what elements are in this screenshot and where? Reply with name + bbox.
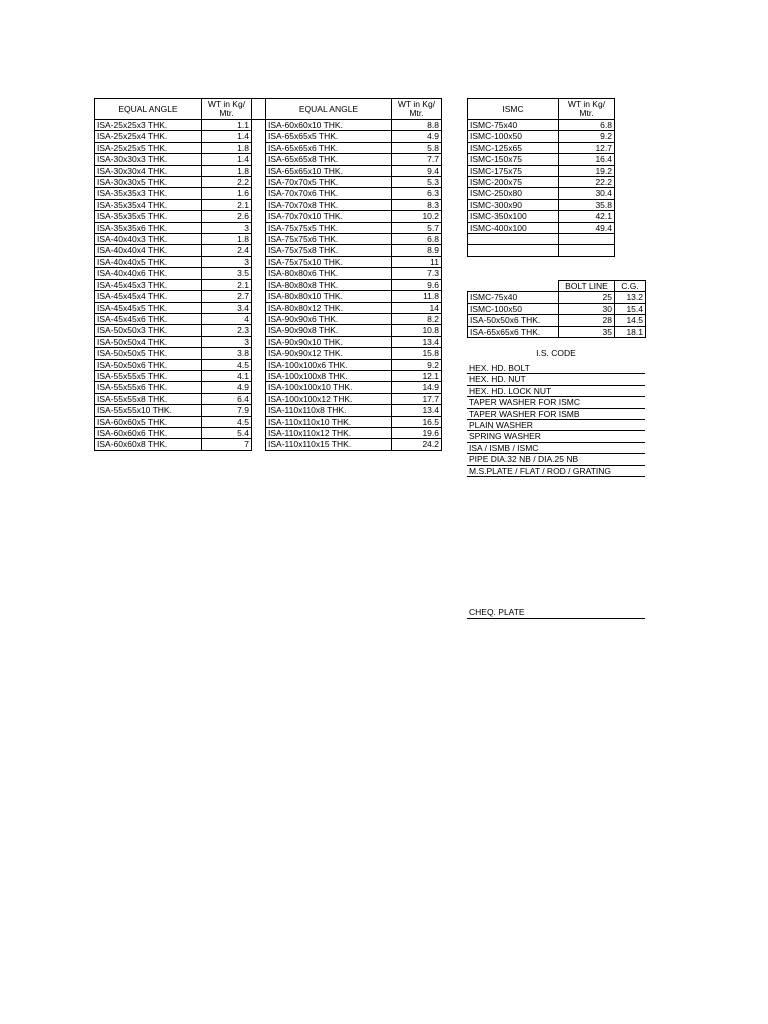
ismc-section-cell: ISMC-400x100 xyxy=(468,222,559,233)
column-gap xyxy=(252,165,266,176)
angle-section-cell: ISA-40x40x3 THK. xyxy=(95,234,202,245)
ismc-section-cell: ISMC-200x75 xyxy=(468,177,559,188)
table-row xyxy=(468,211,615,222)
cg-cell: 14.5 xyxy=(615,315,646,326)
ismc-weight-table xyxy=(467,98,615,257)
weight-cell: 1.1 xyxy=(202,120,252,131)
angle-section-cell: ISA-70x70x6 THK. xyxy=(266,188,392,199)
weight-cell: 19.6 xyxy=(392,427,442,438)
weight-cell: 5.7 xyxy=(392,222,442,233)
weight-cell: 9.6 xyxy=(392,279,442,290)
table-row xyxy=(95,439,442,450)
angle-section-cell: ISA-30x30x3 THK. xyxy=(95,154,202,165)
list-item xyxy=(467,442,645,453)
table-row xyxy=(468,154,615,165)
table-row xyxy=(95,245,442,256)
angle-section-cell: ISA-50x50x3 THK. xyxy=(95,325,202,336)
ismc-col-header: ISMC xyxy=(468,99,559,120)
angle-section-cell: ISA-65x65x6 THK. xyxy=(266,142,392,153)
angle-section-cell: ISA-50x50x4 THK. xyxy=(95,336,202,347)
weight-cell: 1.6 xyxy=(202,188,252,199)
is-code-item: TAPER WASHER FOR ISMC xyxy=(467,397,645,408)
weight-cell: 1.8 xyxy=(202,142,252,153)
table-row xyxy=(95,120,442,131)
column-gap xyxy=(252,268,266,279)
ismc-section-cell xyxy=(468,234,559,245)
angle-section-cell: ISA-110x110x10 THK. xyxy=(266,416,392,427)
weight-cell: 8.8 xyxy=(392,120,442,131)
ismc-section-cell xyxy=(468,245,559,256)
table-row xyxy=(468,199,615,210)
weight-cell: 17.7 xyxy=(392,393,442,404)
table-row xyxy=(95,359,442,370)
table-row xyxy=(95,405,442,416)
table-row xyxy=(95,234,442,245)
weight-cell: 3 xyxy=(202,256,252,267)
weight-cell: 10.8 xyxy=(392,325,442,336)
angle-section-cell: ISA-80x80x10 THK. xyxy=(266,291,392,302)
column-gap xyxy=(252,405,266,416)
list-item xyxy=(467,431,645,442)
bolt-line-cg-table xyxy=(467,280,646,338)
table-row xyxy=(95,199,442,210)
angle-section-cell: ISA-70x70x10 THK. xyxy=(266,211,392,222)
column-gap xyxy=(252,348,266,359)
column-gap xyxy=(252,336,266,347)
table-row xyxy=(95,154,442,165)
table-row xyxy=(95,325,442,336)
angle-section-cell: ISA-55x55x8 THK. xyxy=(95,393,202,404)
weight-cell: 7.7 xyxy=(392,154,442,165)
angle-section-cell: ISA-35x35x5 THK. xyxy=(95,211,202,222)
column-gap xyxy=(252,120,266,131)
weight-cell: 6.3 xyxy=(392,188,442,199)
angle-section-cell: ISA-100x100x6 THK. xyxy=(266,359,392,370)
weight-cell: 15.8 xyxy=(392,348,442,359)
column-gap xyxy=(252,256,266,267)
angle-section-cell: ISA-90x90x10 THK. xyxy=(266,336,392,347)
angle-section-cell: ISA-60x60x8 THK. xyxy=(95,439,202,450)
weight-cell: 2.7 xyxy=(202,291,252,302)
column-gap xyxy=(252,131,266,142)
weight-cell xyxy=(559,245,615,256)
weight-cell: 2.3 xyxy=(202,325,252,336)
table-row xyxy=(468,292,646,303)
weight-cell: 9.4 xyxy=(392,165,442,176)
ismc-section-cell: ISMC-250x80 xyxy=(468,188,559,199)
section-cell: ISMC-100x50 xyxy=(468,303,559,314)
table-row xyxy=(95,256,442,267)
weight-cell: 14.9 xyxy=(392,382,442,393)
list-item xyxy=(467,465,645,476)
weight-cell: 11 xyxy=(392,256,442,267)
weight-cell: 3.5 xyxy=(202,268,252,279)
weight-cell: 8.9 xyxy=(392,245,442,256)
table-row xyxy=(468,177,615,188)
angle-section-cell: ISA-75x75x5 THK. xyxy=(266,222,392,233)
weight-cell: 7.3 xyxy=(392,268,442,279)
column-gap xyxy=(252,245,266,256)
weight-cell: 16.4 xyxy=(559,154,615,165)
weight-cell xyxy=(559,234,615,245)
weight-cell: 3.4 xyxy=(202,302,252,313)
table-row xyxy=(95,370,442,381)
table-row xyxy=(95,382,442,393)
is-code-item: PIPE DIA.32 NB / DIA.25 NB xyxy=(467,454,645,465)
weight-cell: 1.8 xyxy=(202,165,252,176)
angle-section-cell: ISA-60x60x10 THK. xyxy=(266,120,392,131)
weight-cell: 4.9 xyxy=(202,382,252,393)
angle-section-cell: ISA-60x60x6 THK. xyxy=(95,427,202,438)
column-gap xyxy=(252,291,266,302)
angle-section-cell: ISA-65x65x5 THK. xyxy=(266,131,392,142)
weight-cell: 6.4 xyxy=(202,393,252,404)
angle-section-cell: ISA-35x35x3 THK. xyxy=(95,188,202,199)
is-code-item: SPRING WASHER xyxy=(467,431,645,442)
ismc-section-cell: ISMC-75x40 xyxy=(468,120,559,131)
list-item xyxy=(467,454,645,465)
weight-cell: 12.1 xyxy=(392,370,442,381)
list-item xyxy=(467,385,645,396)
ismc-section-cell: ISMC-175x75 xyxy=(468,165,559,176)
table-row xyxy=(468,131,615,142)
bolt-line-cell: 30 xyxy=(559,303,615,314)
weight-cell: 49.4 xyxy=(559,222,615,233)
weight-cell: 1.8 xyxy=(202,234,252,245)
angle-section-cell: ISA-55x55x10 THK. xyxy=(95,405,202,416)
column-gap xyxy=(252,416,266,427)
angle-section-cell: ISA-75x75x10 THK. xyxy=(266,256,392,267)
column-gap xyxy=(252,188,266,199)
angle-section-cell: ISA-90x90x6 THK. xyxy=(266,313,392,324)
column-gap xyxy=(252,359,266,370)
cg-cell: 18.1 xyxy=(615,326,646,337)
weight-cell: 4 xyxy=(202,313,252,324)
angle-section-cell: ISA-100x100x8 THK. xyxy=(266,370,392,381)
weight-cell: 6.8 xyxy=(392,234,442,245)
angle-section-cell: ISA-30x30x4 THK. xyxy=(95,165,202,176)
column-gap xyxy=(252,370,266,381)
table-row xyxy=(468,142,615,153)
table-row xyxy=(95,291,442,302)
weight-cell: 10.2 xyxy=(392,211,442,222)
weight-cell: 5.8 xyxy=(392,142,442,153)
weight-cell: 3 xyxy=(202,336,252,347)
angle-section-cell: ISA-55x55x5 THK. xyxy=(95,370,202,381)
angle-section-cell: ISA-35x35x4 THK. xyxy=(95,199,202,210)
angle-col-header: EQUAL ANGLE xyxy=(95,99,202,120)
weight-cell: 24.2 xyxy=(392,439,442,450)
weight-cell: 2.6 xyxy=(202,211,252,222)
table-row xyxy=(468,234,615,245)
table-row xyxy=(468,165,615,176)
is-code-item: ISA / ISMB / ISMC xyxy=(467,442,645,453)
angle-section-cell: ISA-25x25x5 THK. xyxy=(95,142,202,153)
angle-section-cell: ISA-75x75x6 THK. xyxy=(266,234,392,245)
weight-cell: 11.8 xyxy=(392,291,442,302)
is-code-item: PLAIN WASHER xyxy=(467,420,645,431)
weight-col-header: WT in Kg/ Mtr. xyxy=(559,99,615,120)
angle-section-cell: ISA-100x100x12 THK. xyxy=(266,393,392,404)
table-row xyxy=(95,336,442,347)
bolt-line-cell: 25 xyxy=(559,292,615,303)
table-row xyxy=(95,177,442,188)
weight-cell: 3 xyxy=(202,222,252,233)
table-row xyxy=(95,279,442,290)
table-row xyxy=(95,222,442,233)
weight-cell: 8.3 xyxy=(392,199,442,210)
angle-section-cell: ISA-65x65x8 THK. xyxy=(266,154,392,165)
weight-cell: 4.5 xyxy=(202,359,252,370)
cg-cell: 13.2 xyxy=(615,292,646,303)
angle-section-cell: ISA-75x75x8 THK. xyxy=(266,245,392,256)
is-code-title: I.S. CODE xyxy=(536,347,576,358)
weight-cell: 7 xyxy=(202,439,252,450)
weight-col-header: WT in Kg/ Mtr. xyxy=(202,99,252,120)
is-code-item: M.S.PLATE / FLAT / ROD / GRATING xyxy=(467,465,645,476)
weight-cell: 7.9 xyxy=(202,405,252,416)
weight-cell: 30.4 xyxy=(559,188,615,199)
angle-section-cell: ISA-25x25x4 THK. xyxy=(95,131,202,142)
angle-section-cell: ISA-100x100x10 THK. xyxy=(266,382,392,393)
table-row xyxy=(95,427,442,438)
angle-section-cell: ISA-35x35x6 THK. xyxy=(95,222,202,233)
table-row xyxy=(468,222,615,233)
weight-cell: 5.3 xyxy=(392,177,442,188)
angle-section-cell: ISA-110x110x12 THK. xyxy=(266,427,392,438)
weight-cell: 42.1 xyxy=(559,211,615,222)
angle-section-cell: ISA-45x45x6 THK. xyxy=(95,313,202,324)
ismc-table-header xyxy=(468,99,615,120)
weight-cell: 14 xyxy=(392,302,442,313)
angle-section-cell: ISA-45x45x4 THK. xyxy=(95,291,202,302)
weight-cell: 19.2 xyxy=(559,165,615,176)
weight-cell: 22.2 xyxy=(559,177,615,188)
column-gap xyxy=(252,234,266,245)
angle-table-header xyxy=(95,99,442,120)
angle-section-cell: ISA-110x110x15 THK. xyxy=(266,439,392,450)
angle-section-cell: ISA-90x90x8 THK. xyxy=(266,325,392,336)
angle-section-cell: ISA-80x80x6 THK. xyxy=(266,268,392,279)
table-row xyxy=(95,302,442,313)
is-code-table xyxy=(467,347,645,477)
table-row xyxy=(468,245,615,256)
column-gap xyxy=(252,142,266,153)
weight-cell: 12.7 xyxy=(559,142,615,153)
column-gap xyxy=(252,154,266,165)
weight-cell: 6.8 xyxy=(559,120,615,131)
angle-section-cell: ISA-70x70x8 THK. xyxy=(266,199,392,210)
weight-cell: 16.5 xyxy=(392,416,442,427)
column-gap xyxy=(252,427,266,438)
column-gap xyxy=(252,302,266,313)
angle-section-cell: ISA-45x45x3 THK. xyxy=(95,279,202,290)
table-row xyxy=(95,393,442,404)
cheq-plate-row: CHEQ. PLATE xyxy=(467,607,645,619)
table-row xyxy=(95,188,442,199)
column-gap xyxy=(252,279,266,290)
bolt-line-header: BOLT LINE xyxy=(559,281,615,292)
weight-cell: 35.8 xyxy=(559,199,615,210)
weight-cell: 1.4 xyxy=(202,131,252,142)
weight-cell: 8.2 xyxy=(392,313,442,324)
angle-section-cell: ISA-110x110x8 THK. xyxy=(266,405,392,416)
angle-section-cell: ISA-90x90x12 THK. xyxy=(266,348,392,359)
table-row xyxy=(95,268,442,279)
angle-col-header: EQUAL ANGLE xyxy=(266,99,392,120)
angle-section-cell: ISA-80x80x8 THK. xyxy=(266,279,392,290)
column-gap xyxy=(252,325,266,336)
angle-section-cell: ISA-40x40x5 THK. xyxy=(95,256,202,267)
column-gap xyxy=(252,313,266,324)
weight-cell: 4.9 xyxy=(392,131,442,142)
ismc-section-cell: ISMC-125x65 xyxy=(468,142,559,153)
ismc-section-cell: ISMC-350x100 xyxy=(468,211,559,222)
section-cell: ISA-65x65x6 THK. xyxy=(468,326,559,337)
table-row xyxy=(95,416,442,427)
column-gap xyxy=(252,99,266,120)
angle-section-cell: ISA-65x65x10 THK. xyxy=(266,165,392,176)
column-gap xyxy=(252,382,266,393)
list-item xyxy=(467,408,645,419)
weight-cell: 4.1 xyxy=(202,370,252,381)
column-gap xyxy=(252,199,266,210)
is-code-item: HEX. HD. BOLT xyxy=(467,363,645,374)
table-row xyxy=(95,313,442,324)
column-gap xyxy=(252,439,266,450)
section-cell: ISMC-75x40 xyxy=(468,292,559,303)
angle-section-cell: ISA-25x25x3 THK. xyxy=(95,120,202,131)
weight-cell: 13.4 xyxy=(392,336,442,347)
section-cell: ISA-50x50x6 THK. xyxy=(468,315,559,326)
column-gap xyxy=(252,222,266,233)
is-code-item: HEX. HD. NUT xyxy=(467,374,645,385)
weight-col-header: WT in Kg/ Mtr. xyxy=(392,99,442,120)
ismc-section-cell: ISMC-300x90 xyxy=(468,199,559,210)
angle-section-cell: ISA-40x40x6 THK. xyxy=(95,268,202,279)
column-gap xyxy=(252,211,266,222)
table-row xyxy=(95,348,442,359)
angle-section-cell: ISA-55x55x6 THK. xyxy=(95,382,202,393)
table-row xyxy=(468,326,646,337)
weight-cell: 1.4 xyxy=(202,154,252,165)
angle-section-cell: ISA-80x80x12 THK. xyxy=(266,302,392,313)
weight-cell: 3.8 xyxy=(202,348,252,359)
bolt-line-cell: 28 xyxy=(559,315,615,326)
table-row xyxy=(468,315,646,326)
list-item xyxy=(467,397,645,408)
column-gap xyxy=(252,393,266,404)
weight-cell: 2.1 xyxy=(202,199,252,210)
angle-section-cell: ISA-30x30x5 THK. xyxy=(95,177,202,188)
table-row xyxy=(95,165,442,176)
ismc-section-cell: ISMC-150x75 xyxy=(468,154,559,165)
bolt-line-cell: 35 xyxy=(559,326,615,337)
angle-section-cell: ISA-60x60x5 THK. xyxy=(95,416,202,427)
angle-section-cell: ISA-50x50x5 THK. xyxy=(95,348,202,359)
table-row xyxy=(95,211,442,222)
table-row xyxy=(468,303,646,314)
table-row xyxy=(95,142,442,153)
table-row xyxy=(95,131,442,142)
weight-cell: 9.2 xyxy=(392,359,442,370)
weight-cell: 4.5 xyxy=(202,416,252,427)
equal-angle-weight-table xyxy=(94,98,442,451)
list-item xyxy=(467,363,645,374)
angle-section-cell: ISA-50x50x6 THK. xyxy=(95,359,202,370)
weight-cell: 2.1 xyxy=(202,279,252,290)
angle-section-cell: ISA-70x70x5 THK. xyxy=(266,177,392,188)
weight-cell: 5.4 xyxy=(202,427,252,438)
ismc-section-cell: ISMC-100x50 xyxy=(468,131,559,142)
is-code-item: HEX. HD. LOCK NUT xyxy=(467,385,645,396)
bolt-table-header xyxy=(468,281,646,292)
list-item xyxy=(467,374,645,385)
weight-cell: 2.4 xyxy=(202,245,252,256)
cg-cell: 15.4 xyxy=(615,303,646,314)
angle-section-cell: ISA-45x45x5 THK. xyxy=(95,302,202,313)
weight-cell: 2.2 xyxy=(202,177,252,188)
cg-header: C.G. xyxy=(615,281,646,292)
weight-cell: 13.4 xyxy=(392,405,442,416)
column-gap xyxy=(252,177,266,188)
table-row xyxy=(468,188,615,199)
angle-section-cell: ISA-40x40x4 THK. xyxy=(95,245,202,256)
list-item xyxy=(467,420,645,431)
section-col-header xyxy=(468,281,559,292)
is-code-item: TAPER WASHER FOR ISMB xyxy=(467,408,645,419)
weight-cell: 9.2 xyxy=(559,131,615,142)
table-row xyxy=(468,120,615,131)
